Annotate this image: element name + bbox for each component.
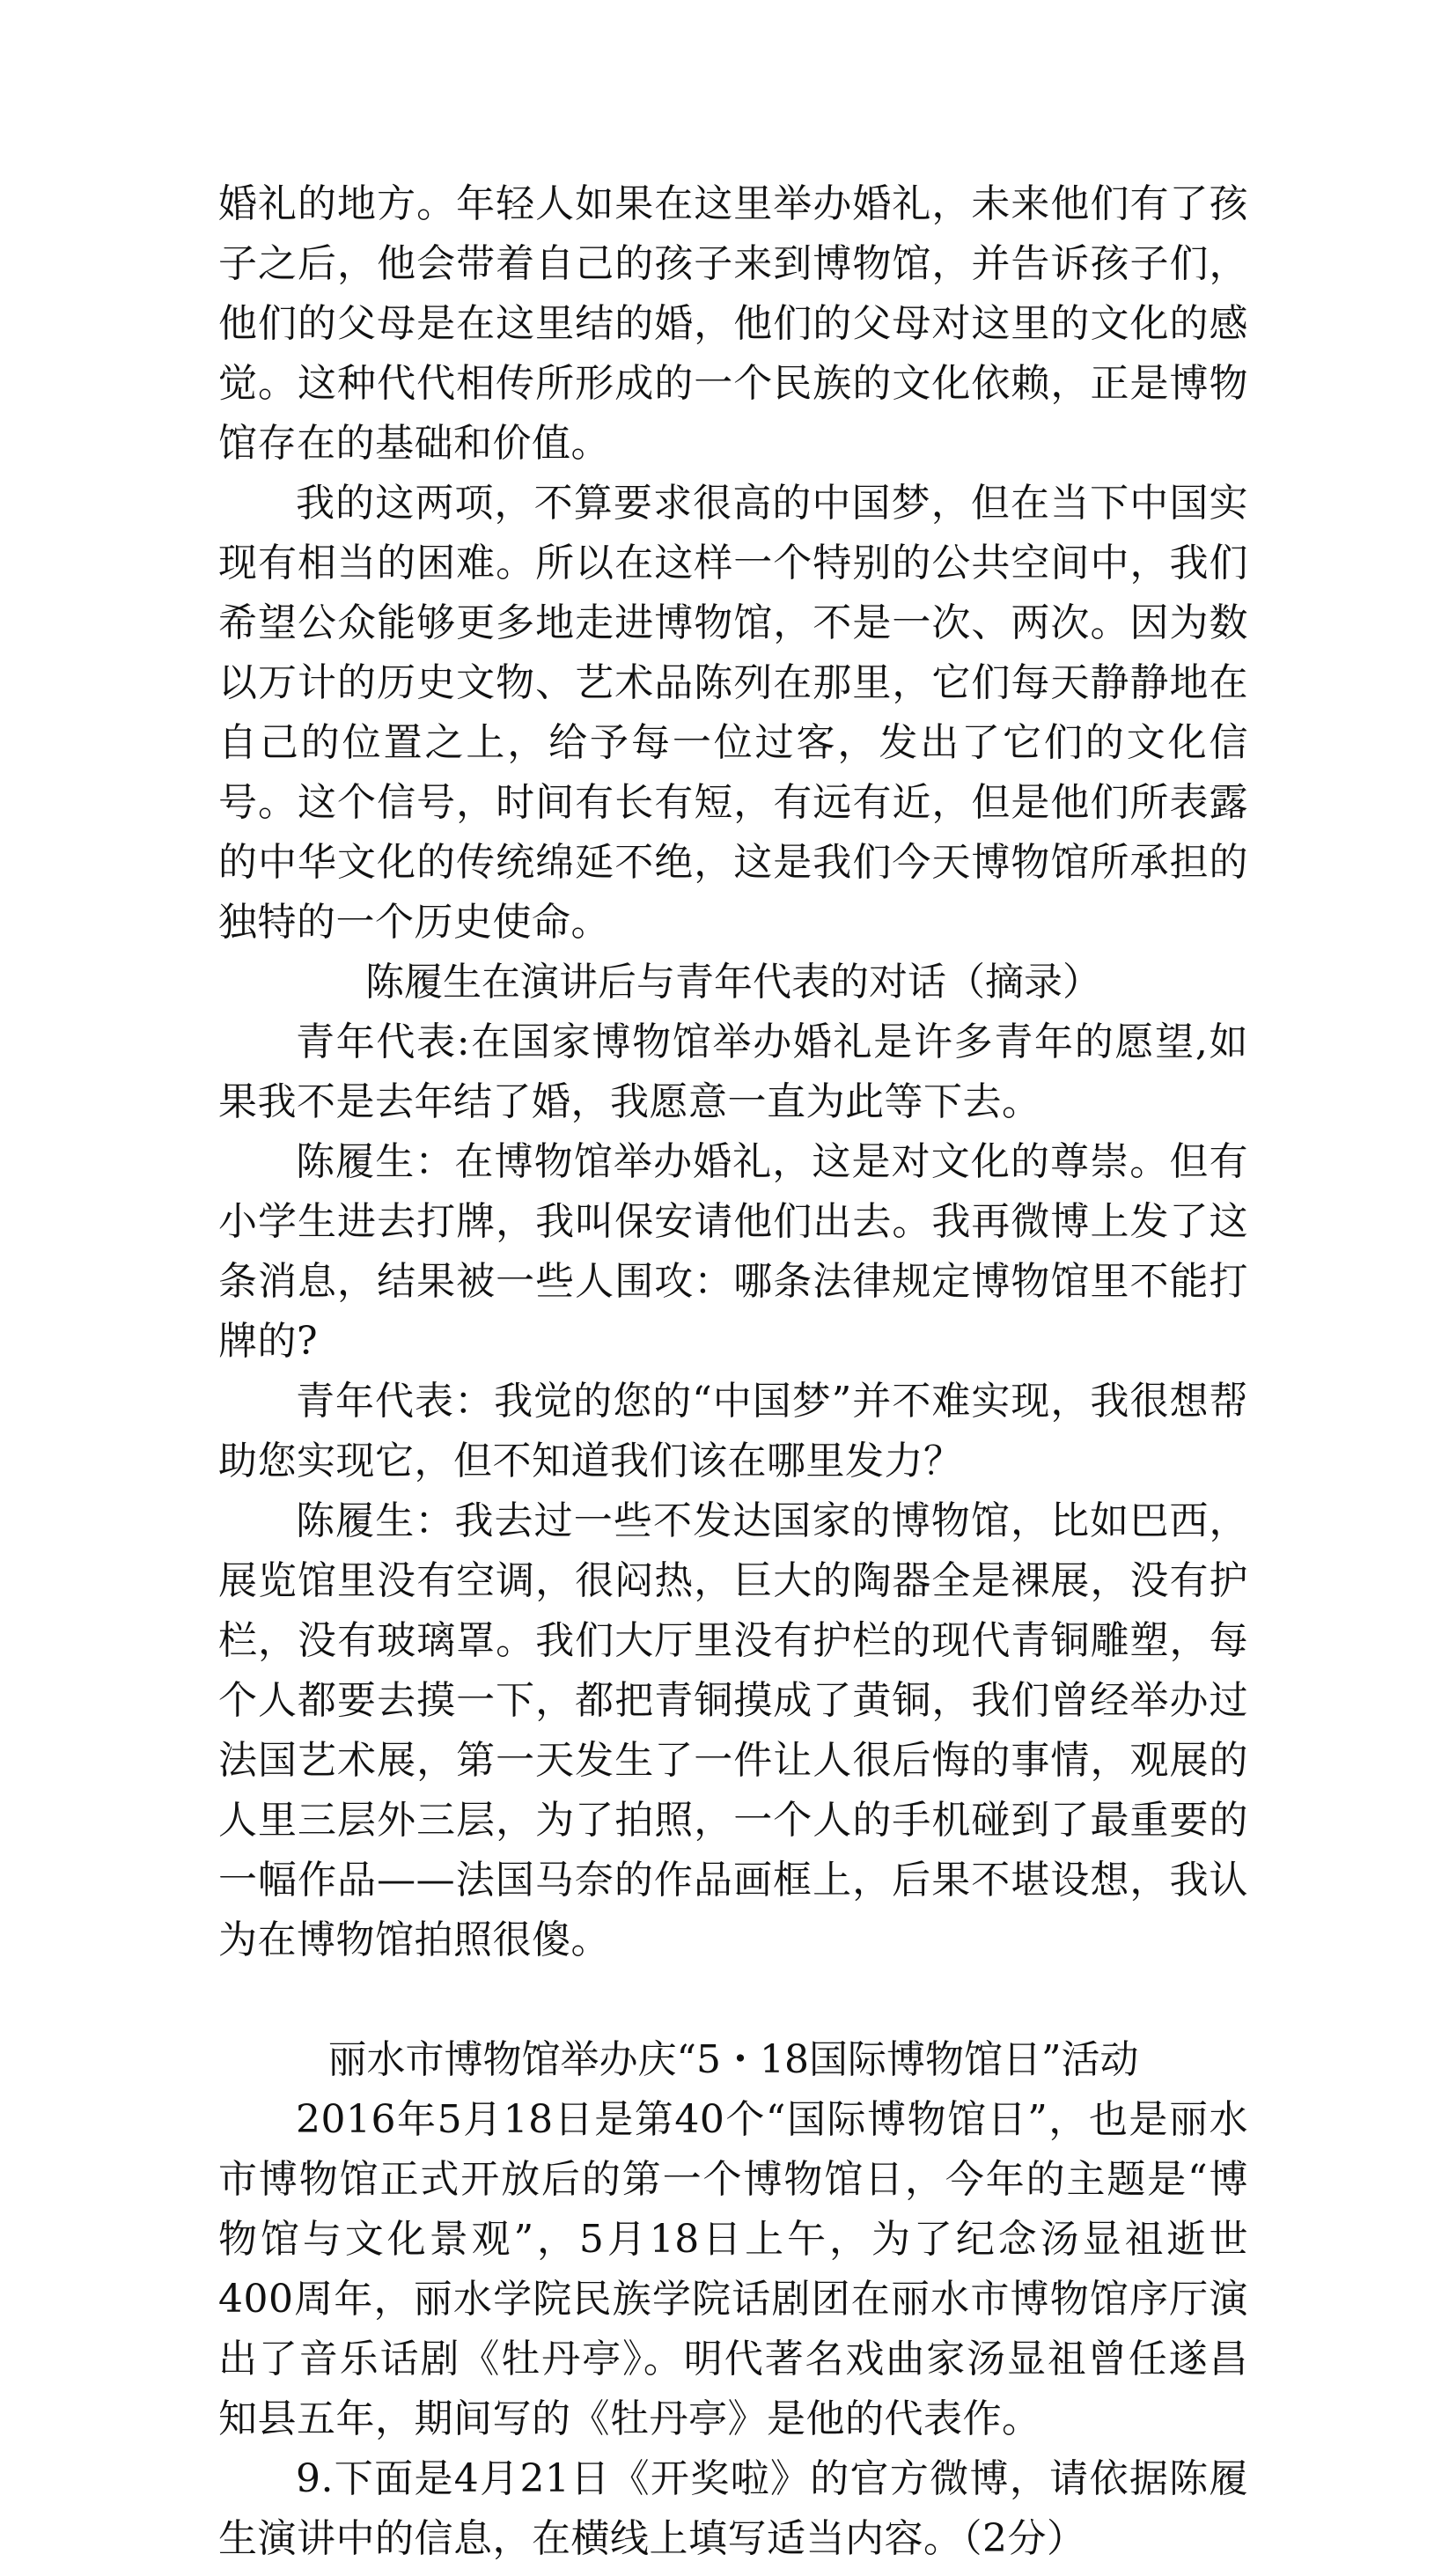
document-page	[218, 174, 1248, 2569]
speech-paragraph-2: 我的这两项，不算要求很高的中国梦，但在当下中国实现有相当的困难。所以在这样一个特别的公共空间中，我们希望公众能够更多地走进博物馆，不是一次、两次。因为数以万计的历史文物、艺术品陈列在那里，它们每天静静地在自己的位置之上，给予每一位过客，发出了它们的文化信号。这个信号，时间有长有短，有远有近，但是他们所表露的中华文化的传统绵延不绝，这是我们今天博物馆所承担的独特的一个历史使命。	[218, 481, 1248, 945]
dialogue-line-4: 陈履生：我去过一些不发达国家的博物馆，比如巴西，展览馆里没有空调，很闷热，巨大的陶器全是裸展，没有护栏，没有玻璃罩。我们大厅里没有护栏的现代青铜雕塑，每个人都要去摸一下，都把青铜摸成了黄铜，我们曾经举办过法国艺术展，第一天发生了一件让人很后悔的事情，观展的人里三层外三层，为了拍照，一个人的手机碰到了最重要的一幅作品——法国马奈的作品画框上，后果不堪设想，我认为在博物馆拍照很傻。	[218, 1498, 1248, 1962]
dialogue-line-2: 陈履生：在博物馆举办婚礼，这是对文化的尊崇。但有小学生进去打牌，我叫保安请他们出去。我再微博上发了这条消息，结果被一些人围攻：哪条法律规定博物馆里不能打牌的?	[218, 1139, 1248, 1364]
dialogue-title: 陈履生在演讲后与青年代表的对话（摘录）	[365, 960, 1101, 1005]
section-spacer	[218, 1970, 1248, 2030]
dialogue-line-3: 青年代表：我觉的您的“中国梦”并不难实现，我很想帮助您实现它，但不知道我们该在哪里发力？	[218, 1379, 1248, 1483]
question-9: 9.下面是4月21日《开奖啦》的官方微博，请依据陈履生演讲中的信息，在横线上填写适当内容。（2分）	[218, 2456, 1248, 2561]
speech-paragraph-1: 婚礼的地方。年轻人如果在这里举办婚礼，未来他们有了孩子之后，他会带着自己的孩子来到博物馆，并告诉孩子们，他们的父母是在这里结的婚，他们的父母对这里的文化的感觉。这种代代相传所形成的一个民族的文化依赖，正是博物馆存在的基础和价值。	[218, 181, 1248, 466]
news-body: 2016年5月18日是第40个“国际博物馆日”，也是丽水市博物馆正式开放后的第一个博物馆日，今年的主题是“博物馆与文化景观”，5月18日上午，为了纪念汤显祖逝世400周年，丽水学院民族学院话剧团在丽水市博物馆序厅演出了音乐话剧《牡丹亭》。明代著名戏曲家汤显祖曾任遂昌知县五年，期间写的《牡丹亭》是他的代表作。	[218, 2097, 1248, 2441]
news-title: 丽水市博物馆举办庆“5・18国际博物馆日”活动	[327, 2037, 1139, 2082]
dialogue-line-1: 青年代表:在国家博物馆举办婚礼是许多青年的愿望,如果我不是去年结了婚，我愿意一直为此等下去。	[218, 1020, 1248, 1124]
